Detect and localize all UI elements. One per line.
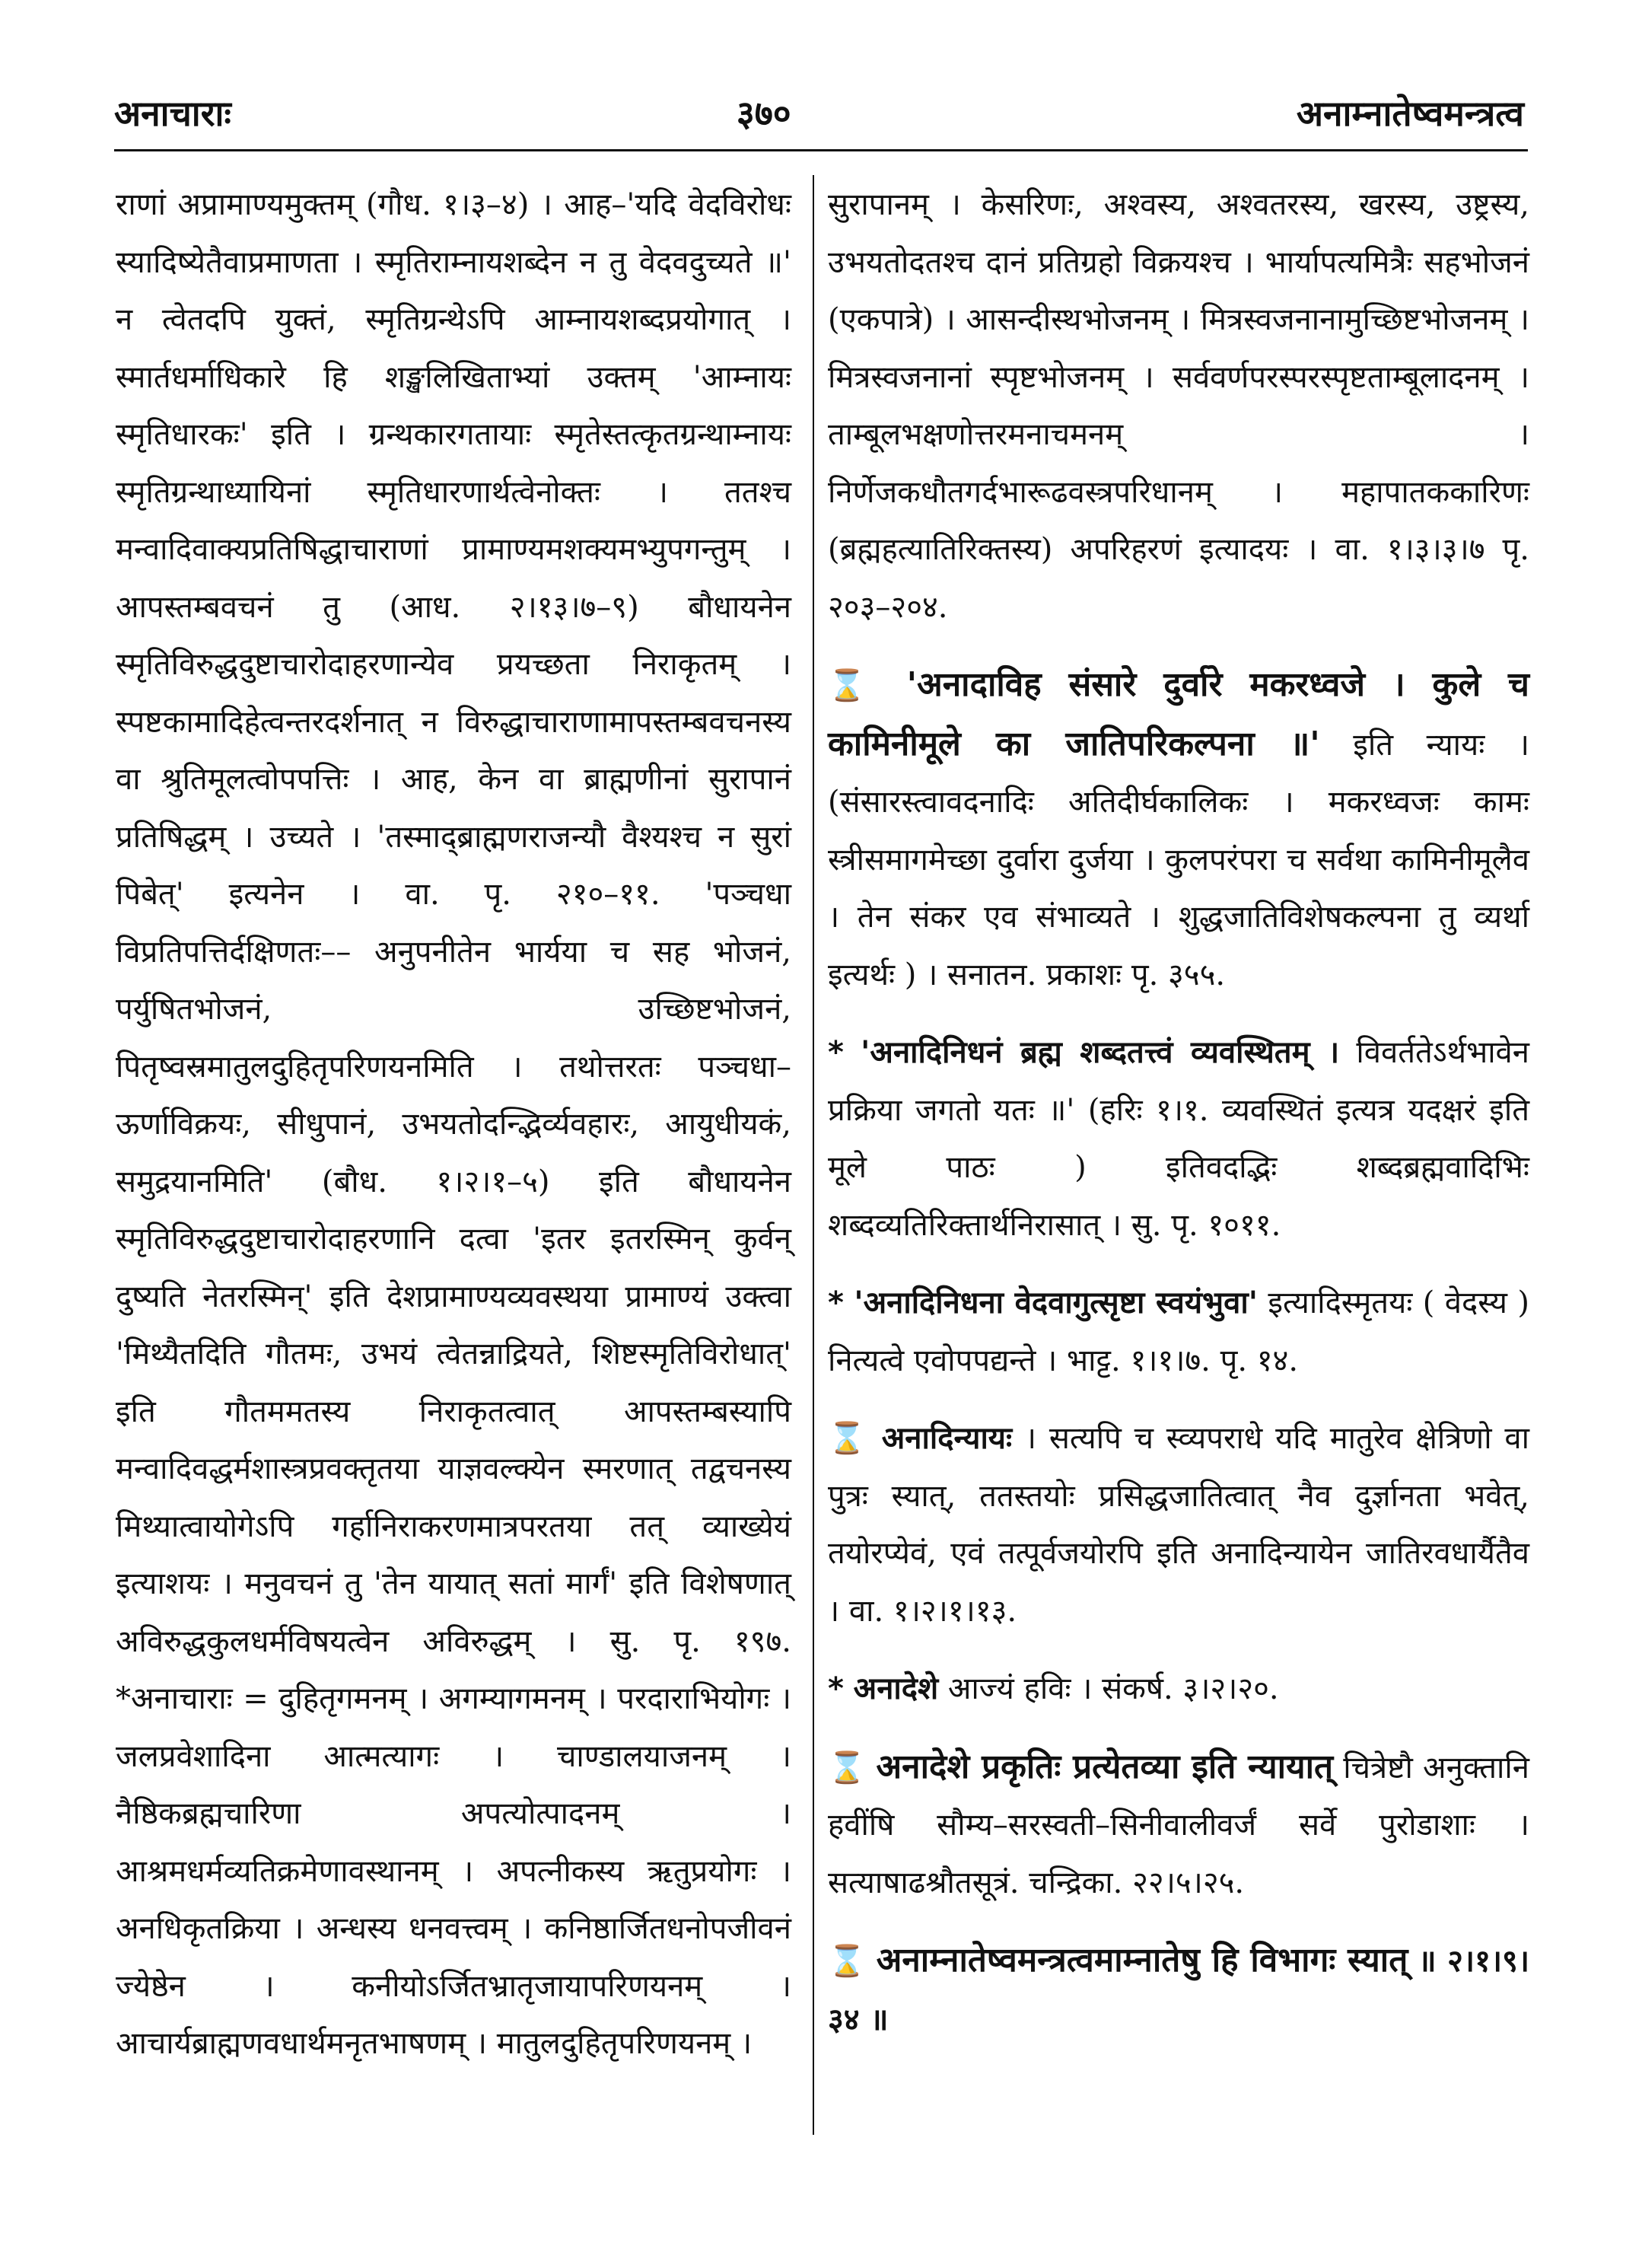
entry-anamnateshu — [828, 1932, 1529, 2049]
entry-anadinidhanam-text: विवर्ततेऽर्थभावेन प्रक्रिया जगतो यतः ॥' (हरिः १।१. व्यवस्थितं इत्यत्र यदक्षरं इति मूले पाठः ) इतिवदद्भिः शब्दब्रह्मवादिभिः शब्दव्यतिरिक्तार्थनिरासात् । सु. पृ. १०११. — [828, 1035, 1529, 1243]
headword-anadinyaya: अनादिन्यायः — [881, 1420, 1013, 1456]
entry-anadinidhana — [828, 1274, 1529, 1390]
hourglass-icon: ⌛ — [828, 1944, 867, 1979]
hourglass-icon: ⌛ — [828, 1750, 867, 1785]
left-column-text: राणां अप्रामाण्यमुक्तम् (गौध. १।३–४) । आह–'यदि वेदविरोधः स्यादिष्येतैवाप्रमाणता । स्मृतिराम्नायशब्देन न तु वेदवदुच्यते ॥' न त्वेतदपि युक्तं, स्मृतिग्रन्थेऽपि आम्नायशब्दप्रयोगात् । स्मार्तधर्माधिकारे हि शङ्खलिखिताभ्यां उक्तम् 'आम्नायः स्मृतिधारकः' इति । ग्रन्थकारगतायाः स्मृतेस्तत्कृतग्रन्थाम्नायः स्मृतिग्रन्थाध्यायिनां स्मृतिधारणार्थत्वेनोक्तः । ततश्च मन्वादिवाक्यप्रतिषिद्धाचाराणां प्रामाण्यमशक्यमभ्युपगन्तुम् । आपस्तम्बवचनं तु (आध. २।१३।७–९) बौधायनेन स्मृतिविरुद्धदुष्टाचारोदाहरणान्येव प्रयच्छता निराकृतम् । स्पष्टकामादिहेत्वन्तरदर्शनात् न विरुद्धाचाराणामापस्तम्बवचनस्य वा श्रुतिमूलत्वोपपत्तिः । आह, केन वा ब्राह्मणीनां सुरापानं प्रतिषिद्धम् । उच्यते । 'तस्माद्ब्राह्मणराजन्यौ वैश्यश्च न सुरां पिबेत्' इत्यनेन । वा. पृ. २१०–११. 'पञ्चधा विप्रतिपत्तिर्दक्षिणतः–– अनुपनीतेन भार्यया च सह भोजनं, पर्युषितभोजनं, उच्छिष्टभोजनं, पितृष्वस्रमातुलदुहितृपरिणयनमिति । तथोत्तरतः पञ्चधा–ऊर्णाविक्रयः, सीधुपानं, उभयतोदन्द्भिर्व्यवहारः, आयुधीयकं, समुद्रयानमिति' (बौध. १।२।१–५) इति बौधायनेन स्मृतिविरुद्धदुष्टाचारोदाहरणानि दत्वा 'इतर इतरस्मिन् कुर्वन् दुष्यति नेतरस्मिन्' इति देशप्रामाण्यव्यवस्थया प्रामाण्यं उक्त्वा 'मिथ्यैतदिति गौतमः, उभयं त्वेतन्नाद्रियते, शिष्टस्मृतिविरोधात्' इति गौतममतस्य निराकृतत्वात् आपस्तम्बस्यापि मन्वादिवद्धर्मशास्त्रप्रवक्तृतया याज्ञवल्क्येन स्मरणात् तद्वचनस्य मिथ्यात्वायोगेऽपि गर्हानिराकरणमात्रपरतया तत् व्याख्येयं इत्याशयः । मनुवचनं तु 'तेन यायात् सतां मार्गं' इति विशेषणात् अविरुद्धकुलधर्मविषयत्वेन अविरुद्धम् । सु. पृ. १९७. *अनाचाराः = दुहितृगमनम् । अगम्यागमनम् । परदाराभियोगः । जलप्रवेशादिना आत्मत्यागः । चाण्डालयाजनम् । नैष्ठिकब्रह्मचारिणा अपत्योत्पादनम् । आश्रमधर्मव्यतिक्रमेणावस्थानम् । अपत्नीकस्य ऋतुप्रयोगः । अनधिकृतक्रिया । अन्धस्य धनवत्त्वम् । कनिष्ठार्जितधनोपजीवनं ज्येष्ठेन । कनीयोऽर्जितभ्रातृजायापरिणयनम् । आचार्यब्राह्मणवधार्थमनृतभाषणम् । मातुलदुहितृपरिणयनम् । — [116, 187, 791, 2061]
page-number: ३७० — [736, 93, 791, 134]
left-column — [116, 177, 791, 2073]
entry-anadinidhana-text: इत्यादिस्मृतयः ( वेदस्य ) नित्यत्वे एवोपपद्यन्ते । भाट्ट. १।१।७. पृ. १४. — [828, 1285, 1530, 1378]
hourglass-icon: ⌛ — [828, 1421, 869, 1456]
headword-anamnateshu: अनाम्नातेष्वमन्त्रत्वमाम्नातेषु हि विभागः स्यात् — [876, 1941, 1408, 1980]
running-head-right: अनाम्नातेष्वमन्त्रत्व — [1296, 93, 1524, 134]
entry-anadeshe-prakritih — [828, 1738, 1529, 1913]
entry-anadinyaya-text: । सत्यपि च स्व्यपराधे यदि मातुरेव क्षेत्रिणो वा पुत्रः स्यात्, ततस्तयोः प्रसिद्धजातित्वात् नैव दुर्ज्ञानता भवेत्, तयोरप्येवं, एवं तत्पूर्वजयोरपि इति अनादिन्यायेन जातिरवधार्यैतैव । वा. १।२।१।१३. — [828, 1421, 1529, 1629]
right-column — [828, 177, 1529, 2049]
running-head-left: अनाचाराः — [114, 93, 231, 134]
entry-anadeshe — [828, 1660, 1529, 1719]
asterisk-icon: * — [828, 1671, 844, 1706]
column-divider — [813, 175, 814, 2135]
verse-anadaviha: 'अनादाविह संसारे दुर्वारे मकरध्वजे । कुले च कामिनीमूले का जातिपरिकल्पना ॥' — [828, 665, 1529, 763]
sutra-reference: ॥ २।१।९।३४ ॥ — [828, 1943, 1530, 2037]
entry-continued: सुरापानम् । केसरिणः, अश्वस्य, अश्वतरस्य, खरस्य, उष्ट्रस्य, उभयतोदतश्च दानं प्रतिग्रहो विक्रयश्च । भार्यापत्यमित्रैः सहभोजनं (एकपात्रे) । आसन्दीस्थभोजनम् । मित्रस्वजनानामुच्छिष्टभोजनम् । मित्रस्वजनानां स्पृष्टभोजनम् । सर्ववर्णपरस्परस्पृष्टताम्बूलादनम् । ताम्बूलभक्षणोत्तरमनाचमनम् । निर्णेजकधौतगर्दभारूढवस्त्रपरिधानम् । महापातककारिणः (ब्रह्महत्यातिरिक्तस्य) अपरिहरणं इत्यादयः । वा. १।३।३।७ पृ. २०३–२०४. — [828, 187, 1529, 625]
headword-anadeshe: अनादेशे — [853, 1671, 939, 1706]
entry-anadaviha — [828, 656, 1529, 1004]
entry-anadeshe-prakritih-text: चित्रेष्टौ अनुक्तानि हवींषि सौम्य–सरस्वती–सिनीवालीवर्जं सर्वे पुरोडाशाः । सत्याषाढश्रौतसूत्रं. चन्द्रिका. २२।५।२५. — [828, 1750, 1529, 1900]
headword-anadeshe-prakritih: अनादेशे प्रकृतिः प्रत्येतव्या इति न्यायात् — [876, 1747, 1334, 1786]
asterisk-icon: * — [828, 1035, 844, 1070]
header-rule — [114, 149, 1528, 151]
verse-anadinidhana: 'अनादिनिधना वेदवागुत्सृष्टा स्वयंभुवा' — [854, 1285, 1258, 1320]
asterisk-icon: * — [828, 1285, 844, 1320]
page-header — [114, 82, 1524, 143]
entry-anadinidhanam — [828, 1024, 1529, 1254]
entry-anadeshe-text: आज्यं हविः । संकर्ष. ३।२।२०. — [947, 1671, 1279, 1706]
verse-anadinidhanam: 'अनादिनिधनं ब्रह्म शब्दतत्त्वं व्यवस्थितम् । — [861, 1034, 1340, 1070]
hourglass-icon: ⌛ — [828, 668, 882, 703]
entry-anadaviha-text: इति न्यायः । (संसारस्त्वावदनादिः अतिदीर्घकालिकः । मकरध्वजः कामः स्त्रीसमागमेच्छा दुर्वारा दुर्जया । कुलपरंपरा च सर्वथा कामिनीमूलैव । तेन संकर एव संभाव्यते । शुद्धजातिविशेषकल्पना तु व्यर्था इत्यर्थः ) । सनातन. प्रकाशः पृ. ३५५. — [828, 727, 1530, 992]
entry-anadinyaya — [828, 1410, 1529, 1640]
